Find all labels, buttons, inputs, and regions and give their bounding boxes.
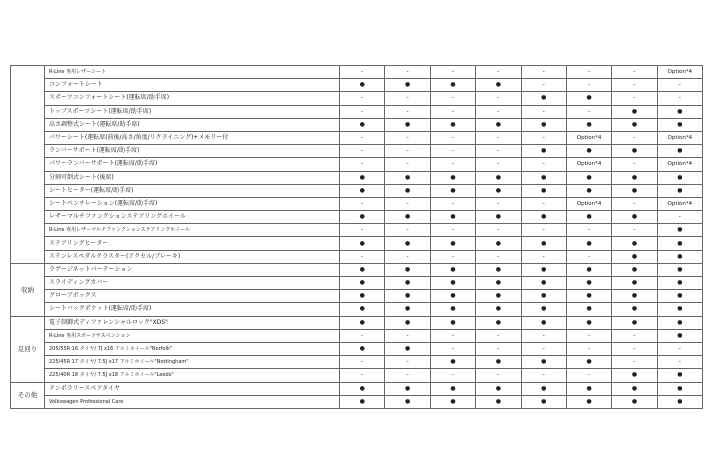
- value-cell: -: [521, 131, 566, 144]
- value-cell: ●: [612, 118, 657, 131]
- value-cell: ●: [340, 237, 385, 250]
- category-cell: [11, 66, 45, 264]
- item-label: 電子制御式ディファレンシャルロック"XDS": [45, 316, 340, 329]
- value-cell: -: [612, 224, 657, 237]
- category-cell: 収納: [11, 263, 45, 316]
- table-row: [11, 395, 703, 408]
- value-cell: ●: [340, 316, 385, 329]
- value-cell: -: [657, 211, 702, 224]
- value-cell: ●: [430, 184, 475, 197]
- value-cell: -: [566, 66, 611, 79]
- table-row: [11, 316, 703, 329]
- value-cell: ●: [385, 277, 430, 290]
- value-cell: ●: [566, 303, 611, 316]
- table-row: [11, 369, 703, 382]
- table-row: [11, 342, 703, 355]
- equipment-table: [10, 65, 703, 409]
- value-cell: ●: [521, 145, 566, 158]
- value-cell: ●: [476, 263, 521, 276]
- item-label: テンポラリースペアタイヤ: [45, 382, 340, 395]
- value-cell: ●: [566, 171, 611, 184]
- value-cell: ●: [385, 118, 430, 131]
- value-cell: ●: [657, 224, 702, 237]
- value-cell: ●: [566, 382, 611, 395]
- value-cell: -: [476, 131, 521, 144]
- value-cell: -: [430, 158, 475, 171]
- item-label: R-Line 専用レザーシート: [45, 66, 340, 79]
- value-cell: ●: [385, 237, 430, 250]
- value-cell: ●: [521, 382, 566, 395]
- value-cell: Option*4: [566, 197, 611, 210]
- value-cell: -: [521, 105, 566, 118]
- value-cell: ●: [430, 303, 475, 316]
- value-cell: -: [430, 66, 475, 79]
- value-cell: ●: [476, 395, 521, 408]
- value-cell: ●: [521, 171, 566, 184]
- item-label: 205/55R 16 タイヤ/ 7J x16 アルミホイール"Norfolk": [45, 342, 340, 355]
- value-cell: -: [657, 342, 702, 355]
- item-label: コンフォートシート: [45, 79, 340, 92]
- table-row: [11, 105, 703, 118]
- value-cell: -: [612, 66, 657, 79]
- value-cell: -: [657, 79, 702, 92]
- value-cell: Option*4: [657, 158, 702, 171]
- item-label: R-Line 専用レザーマルチファンクションステアリングホイール: [45, 224, 340, 237]
- table-row: [11, 118, 703, 131]
- value-cell: ●: [521, 303, 566, 316]
- value-cell: -: [385, 105, 430, 118]
- value-cell: ●: [385, 395, 430, 408]
- value-cell: ●: [430, 118, 475, 131]
- value-cell: ●: [430, 171, 475, 184]
- table-row: [11, 277, 703, 290]
- value-cell: ●: [521, 118, 566, 131]
- value-cell: ●: [657, 277, 702, 290]
- value-cell: ●: [566, 356, 611, 369]
- value-cell: -: [476, 224, 521, 237]
- value-cell: -: [385, 250, 430, 263]
- table-row: [11, 237, 703, 250]
- value-cell: -: [566, 250, 611, 263]
- value-cell: ●: [476, 303, 521, 316]
- value-cell: ●: [430, 79, 475, 92]
- value-cell: ●: [657, 290, 702, 303]
- value-cell: -: [340, 145, 385, 158]
- value-cell: ●: [612, 171, 657, 184]
- value-cell: -: [430, 105, 475, 118]
- value-cell: -: [521, 369, 566, 382]
- value-cell: Option*4: [566, 158, 611, 171]
- value-cell: ●: [521, 211, 566, 224]
- value-cell: ●: [612, 395, 657, 408]
- table-row: [11, 382, 703, 395]
- value-cell: ●: [340, 171, 385, 184]
- value-cell: ●: [385, 290, 430, 303]
- value-cell: ●: [476, 79, 521, 92]
- value-cell: -: [521, 197, 566, 210]
- value-cell: ●: [385, 171, 430, 184]
- value-cell: ●: [476, 237, 521, 250]
- value-cell: -: [430, 131, 475, 144]
- value-cell: ●: [340, 382, 385, 395]
- table-row: [11, 66, 703, 79]
- spec-table-sheet: [10, 65, 703, 409]
- value-cell: ●: [430, 263, 475, 276]
- value-cell: -: [612, 79, 657, 92]
- value-cell: ●: [430, 382, 475, 395]
- value-cell: ●: [476, 382, 521, 395]
- value-cell: -: [566, 105, 611, 118]
- table-row: [11, 303, 703, 316]
- value-cell: ●: [566, 290, 611, 303]
- item-label: Volkswagen Professional Care: [45, 395, 340, 408]
- value-cell: -: [340, 250, 385, 263]
- value-cell: -: [340, 92, 385, 105]
- value-cell: ●: [657, 395, 702, 408]
- value-cell: -: [430, 197, 475, 210]
- value-cell: ●: [657, 263, 702, 276]
- value-cell: -: [476, 158, 521, 171]
- value-cell: ●: [385, 79, 430, 92]
- value-cell: -: [521, 66, 566, 79]
- value-cell: -: [566, 329, 611, 342]
- value-cell: ●: [566, 395, 611, 408]
- value-cell: -: [566, 342, 611, 355]
- value-cell: ●: [657, 316, 702, 329]
- item-label: 225/40R 18 タイヤ/ 7.5J x18 アルミホイール"Leeds": [45, 369, 340, 382]
- value-cell: ●: [612, 290, 657, 303]
- value-cell: -: [340, 224, 385, 237]
- value-cell: ●: [566, 263, 611, 276]
- value-cell: ●: [340, 211, 385, 224]
- value-cell: ●: [657, 105, 702, 118]
- value-cell: -: [385, 131, 430, 144]
- item-label: グローブボックス: [45, 290, 340, 303]
- value-cell: -: [340, 66, 385, 79]
- value-cell: ●: [612, 211, 657, 224]
- value-cell: ●: [340, 79, 385, 92]
- value-cell: -: [385, 92, 430, 105]
- item-label: シートヒーター(運転席/助手席): [45, 184, 340, 197]
- value-cell: ●: [612, 250, 657, 263]
- item-label: パワーランバーサポート(運転席/助手席): [45, 158, 340, 171]
- table-row: [11, 356, 703, 369]
- value-cell: -: [340, 158, 385, 171]
- value-cell: -: [566, 79, 611, 92]
- value-cell: ●: [612, 303, 657, 316]
- item-label: レザーマルチファンクションステアリングホイール: [45, 211, 340, 224]
- value-cell: ●: [340, 395, 385, 408]
- value-cell: ●: [566, 145, 611, 158]
- value-cell: -: [521, 342, 566, 355]
- value-cell: -: [385, 66, 430, 79]
- value-cell: -: [566, 224, 611, 237]
- value-cell: -: [612, 342, 657, 355]
- value-cell: ●: [657, 250, 702, 263]
- value-cell: ●: [612, 382, 657, 395]
- table-row: [11, 171, 703, 184]
- value-cell: ●: [657, 369, 702, 382]
- value-cell: ●: [340, 118, 385, 131]
- item-label: ステアリングヒーター: [45, 237, 340, 250]
- value-cell: Option*4: [657, 197, 702, 210]
- value-cell: ●: [430, 395, 475, 408]
- value-cell: ●: [340, 342, 385, 355]
- value-cell: ●: [385, 184, 430, 197]
- value-cell: ●: [566, 92, 611, 105]
- value-cell: ●: [430, 356, 475, 369]
- table-row: [11, 197, 703, 210]
- item-label: スポーツコンフォートシート(運転席/助手席): [45, 92, 340, 105]
- value-cell: ●: [430, 237, 475, 250]
- table-row: [11, 131, 703, 144]
- value-cell: -: [340, 329, 385, 342]
- value-cell: -: [430, 92, 475, 105]
- value-cell: ●: [476, 211, 521, 224]
- value-cell: -: [385, 329, 430, 342]
- value-cell: ●: [566, 316, 611, 329]
- item-label: トップスポーツシート(運転席/助手席): [45, 105, 340, 118]
- value-cell: ●: [340, 290, 385, 303]
- item-label: 高さ調整式シート(運転席/助手席): [45, 118, 340, 131]
- value-cell: -: [476, 250, 521, 263]
- value-cell: ●: [476, 171, 521, 184]
- value-cell: ●: [340, 184, 385, 197]
- value-cell: -: [612, 197, 657, 210]
- value-cell: -: [385, 369, 430, 382]
- value-cell: -: [521, 158, 566, 171]
- item-label: R-Line 専用スポーツサスペンション: [45, 329, 340, 342]
- value-cell: ●: [521, 290, 566, 303]
- value-cell: Option*4: [657, 131, 702, 144]
- value-cell: ●: [340, 277, 385, 290]
- value-cell: ●: [340, 263, 385, 276]
- value-cell: ●: [612, 237, 657, 250]
- value-cell: ●: [521, 92, 566, 105]
- value-cell: ●: [430, 277, 475, 290]
- value-cell: ●: [521, 356, 566, 369]
- equipment-table-body: [11, 66, 703, 409]
- value-cell: ●: [657, 171, 702, 184]
- value-cell: ●: [612, 316, 657, 329]
- value-cell: ●: [385, 342, 430, 355]
- value-cell: ●: [612, 277, 657, 290]
- item-label: ラゲージネットパーテーション: [45, 263, 340, 276]
- value-cell: -: [566, 369, 611, 382]
- value-cell: -: [521, 224, 566, 237]
- value-cell: ●: [385, 211, 430, 224]
- value-cell: -: [385, 197, 430, 210]
- value-cell: ●: [612, 369, 657, 382]
- value-cell: Option*4: [657, 66, 702, 79]
- value-cell: Option*4: [566, 131, 611, 144]
- value-cell: ●: [657, 118, 702, 131]
- value-cell: -: [476, 66, 521, 79]
- value-cell: ●: [476, 356, 521, 369]
- table-row: [11, 92, 703, 105]
- value-cell: -: [340, 131, 385, 144]
- value-cell: -: [612, 356, 657, 369]
- table-row: [11, 79, 703, 92]
- value-cell: -: [430, 224, 475, 237]
- value-cell: -: [385, 158, 430, 171]
- value-cell: ●: [385, 303, 430, 316]
- value-cell: -: [476, 197, 521, 210]
- value-cell: -: [340, 105, 385, 118]
- value-cell: ●: [566, 211, 611, 224]
- value-cell: -: [430, 250, 475, 263]
- value-cell: -: [476, 105, 521, 118]
- category-cell: その他: [11, 382, 45, 408]
- table-row: [11, 158, 703, 171]
- value-cell: ●: [521, 277, 566, 290]
- value-cell: ●: [430, 316, 475, 329]
- value-cell: ●: [657, 329, 702, 342]
- value-cell: -: [521, 329, 566, 342]
- value-cell: ●: [521, 263, 566, 276]
- value-cell: -: [476, 369, 521, 382]
- item-label: シートバックポケット(運転席/助手席): [45, 303, 340, 316]
- table-row: [11, 290, 703, 303]
- table-row: [11, 184, 703, 197]
- value-cell: ●: [521, 184, 566, 197]
- value-cell: -: [612, 329, 657, 342]
- value-cell: ●: [521, 395, 566, 408]
- value-cell: -: [657, 92, 702, 105]
- value-cell: ●: [385, 316, 430, 329]
- value-cell: -: [476, 329, 521, 342]
- value-cell: ●: [430, 211, 475, 224]
- value-cell: ●: [657, 145, 702, 158]
- value-cell: ●: [340, 303, 385, 316]
- value-cell: ●: [566, 184, 611, 197]
- value-cell: ●: [476, 290, 521, 303]
- value-cell: -: [340, 369, 385, 382]
- value-cell: ●: [657, 237, 702, 250]
- table-row: [11, 263, 703, 276]
- value-cell: -: [340, 197, 385, 210]
- value-cell: -: [476, 145, 521, 158]
- value-cell: -: [385, 356, 430, 369]
- value-cell: -: [521, 250, 566, 263]
- item-label: 225/45R 17 タイヤ/ 7.5J x17 アルミホイール"Nottingham": [45, 356, 340, 369]
- value-cell: ●: [430, 290, 475, 303]
- item-label: シートベンチレーション(運転席/助手席): [45, 197, 340, 210]
- value-cell: ●: [612, 145, 657, 158]
- item-label: 分割可倒式シート(後席): [45, 171, 340, 184]
- value-cell: -: [430, 145, 475, 158]
- value-cell: ●: [566, 277, 611, 290]
- value-cell: ●: [521, 316, 566, 329]
- value-cell: ●: [566, 237, 611, 250]
- item-label: パワーシート(運転席(前後/高さ/角度/リクライニング)+メモリー付: [45, 131, 340, 144]
- item-label: ステンレスペダルクラスター(アクセル/ブレーキ): [45, 250, 340, 263]
- item-label: スライディングカバー: [45, 277, 340, 290]
- value-cell: -: [430, 342, 475, 355]
- value-cell: -: [657, 356, 702, 369]
- item-label: ランバーサポート(運転席/助手席): [45, 145, 340, 158]
- value-cell: ●: [612, 105, 657, 118]
- value-cell: ●: [521, 237, 566, 250]
- value-cell: -: [476, 92, 521, 105]
- table-row: [11, 250, 703, 263]
- value-cell: ●: [476, 184, 521, 197]
- value-cell: -: [612, 92, 657, 105]
- value-cell: -: [476, 342, 521, 355]
- value-cell: ●: [476, 277, 521, 290]
- value-cell: ●: [657, 382, 702, 395]
- value-cell: ●: [657, 184, 702, 197]
- value-cell: ●: [566, 118, 611, 131]
- value-cell: -: [612, 131, 657, 144]
- table-row: [11, 145, 703, 158]
- value-cell: ●: [385, 382, 430, 395]
- value-cell: ●: [612, 263, 657, 276]
- value-cell: -: [612, 158, 657, 171]
- value-cell: -: [430, 369, 475, 382]
- value-cell: -: [385, 145, 430, 158]
- value-cell: -: [385, 224, 430, 237]
- value-cell: ●: [612, 184, 657, 197]
- table-row: [11, 329, 703, 342]
- value-cell: ●: [476, 118, 521, 131]
- value-cell: ●: [385, 263, 430, 276]
- value-cell: ●: [657, 303, 702, 316]
- table-row: [11, 224, 703, 237]
- value-cell: -: [521, 79, 566, 92]
- value-cell: -: [340, 356, 385, 369]
- value-cell: ●: [476, 316, 521, 329]
- value-cell: -: [430, 329, 475, 342]
- table-row: [11, 211, 703, 224]
- category-cell: 足回り: [11, 316, 45, 382]
